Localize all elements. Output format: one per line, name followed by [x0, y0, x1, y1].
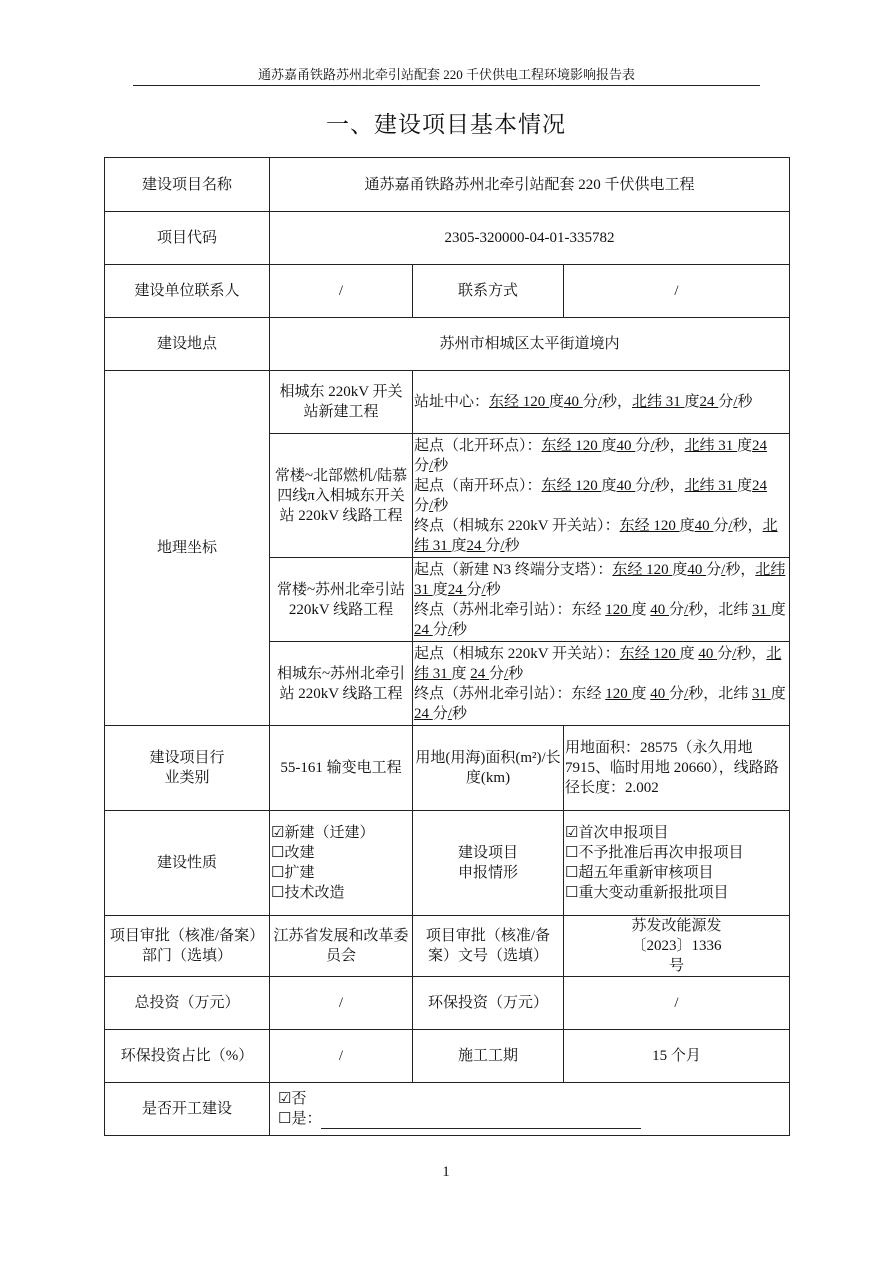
project-code: 2305-320000-04-01-335782	[270, 212, 790, 265]
coord-text: 24	[752, 437, 768, 454]
coord-text: 秒，	[736, 645, 767, 662]
coord-text: /	[684, 601, 689, 618]
env-invest: /	[564, 977, 790, 1030]
checkbox-option[interactable]	[271, 843, 411, 863]
coord-text: 分	[414, 457, 430, 474]
checkbox-label: 不予批准后再次申报项目	[578, 845, 744, 861]
checkbox-label: 技术改造	[284, 885, 345, 901]
coord-text: 120	[605, 601, 632, 618]
label-started: 是否开工建设	[105, 1083, 270, 1136]
coord-text: 分	[635, 437, 651, 454]
coord-text: 分	[713, 517, 729, 534]
coord-text: 秒	[508, 665, 524, 682]
coord-text: 度	[432, 581, 448, 598]
coord-text: /	[447, 621, 452, 638]
coord-text: 度	[451, 537, 467, 554]
coord-text: 度	[672, 561, 688, 578]
coord-text: 秒，	[601, 394, 632, 410]
coord-text: 东经 120	[619, 517, 680, 534]
label-approval-dept: 项目审批（核准/备案）部门（选填）	[105, 916, 270, 977]
geo-item-name: 常楼~北部燃机/陆慕四线π入相城东开关站 220kV 线路工程	[270, 434, 413, 558]
coord-text: 24	[414, 705, 433, 722]
coord-text: 秒	[737, 394, 753, 410]
coord-text: 度	[684, 394, 700, 410]
started-options	[270, 1083, 790, 1136]
checkbox-option[interactable]	[271, 823, 411, 843]
coord-text: 度	[451, 665, 471, 682]
coord-text: 分	[718, 394, 734, 410]
coord-text: 分	[669, 601, 685, 618]
coord-line	[414, 516, 788, 556]
coord-line	[414, 684, 788, 724]
coord-text: /	[684, 685, 689, 702]
coord-text: 分	[432, 705, 448, 722]
geo-coords	[413, 642, 790, 726]
project-name: 通苏嘉甬铁路苏州北牵引站配套 220 千伏供电工程	[270, 158, 790, 212]
coord-text: /	[597, 394, 602, 410]
coord-text: 24	[414, 621, 433, 638]
land-area-value: 用地面积：28575（永久用地 7915、临时用地 20660），线路路径长度：2.002	[564, 726, 790, 811]
coord-text: 度	[631, 685, 651, 702]
coord-text: /	[429, 497, 434, 514]
coord-line	[414, 436, 788, 476]
geo-coords	[413, 558, 790, 642]
label-geo: 地理坐标	[105, 371, 270, 726]
coord-text: 终点（苏州北牵引站）：东经	[414, 601, 606, 618]
checkbox-empty-icon[interactable]: ☐	[271, 845, 285, 861]
checkbox-option[interactable]	[565, 823, 788, 843]
coord-text: 起点（相城东 220kV 开关站）：	[414, 645, 620, 662]
project-info-table	[104, 157, 790, 1136]
checkbox-empty-icon[interactable]: ☐	[271, 865, 285, 881]
checkbox-checked-icon[interactable]: ☑	[565, 825, 579, 841]
coord-text: 分	[706, 561, 722, 578]
coord-text: 站址中心：	[414, 394, 490, 410]
checkbox-empty-icon[interactable]: ☐	[271, 885, 285, 901]
coord-text: 秒	[451, 705, 467, 722]
coord-text: /	[504, 665, 509, 682]
checkbox-label: 是：	[291, 1111, 322, 1127]
coord-text: 分	[582, 394, 598, 410]
coord-text: 秒，	[654, 477, 685, 494]
coord-text: 分	[414, 497, 430, 514]
label-industry: 建设项目行业类别	[105, 726, 270, 811]
label-contact-method: 联系方式	[413, 265, 564, 318]
checkbox-empty-icon[interactable]: ☐	[278, 1111, 292, 1127]
checkbox-option[interactable]	[271, 863, 411, 883]
contact-value: /	[270, 265, 413, 318]
coord-text: 分	[466, 581, 482, 598]
geo-item-name: 常楼~苏州北牵引站 220kV 线路工程	[270, 558, 413, 642]
nature-options	[270, 811, 413, 916]
duration: 15 个月	[564, 1030, 790, 1083]
coord-text: 起点（南开环点）：	[414, 477, 542, 494]
checkbox-option[interactable]	[278, 1109, 788, 1129]
label-env-ratio: 环保投资占比（%）	[105, 1030, 270, 1083]
coord-text: 40	[687, 561, 707, 578]
coord-text: 终点（相城东 220kV 开关站）：	[414, 517, 620, 534]
coord-text: 北纬 31	[414, 645, 782, 682]
label-duration: 施工工期	[413, 1030, 564, 1083]
coord-text: 24	[466, 537, 486, 554]
checkbox-label: 超五年重新审核项目	[578, 865, 714, 881]
coord-text: 秒，	[654, 437, 685, 454]
checkbox-label: 首次申报项目	[578, 825, 669, 841]
coord-text: 北纬 31	[414, 517, 778, 554]
approval-no: 苏发改能源发〔2023〕1336 号	[564, 916, 790, 977]
coord-text: /	[447, 705, 452, 722]
total-invest: /	[270, 977, 413, 1030]
coord-text: 起点（北开环点）：	[414, 437, 542, 454]
coord-text: 40	[616, 477, 636, 494]
coord-text: 东经 120	[489, 394, 550, 410]
checkbox-label: 改建	[284, 845, 315, 861]
coord-text: 度	[601, 437, 617, 454]
coord-text: 东经 120	[541, 437, 602, 454]
geo-item-name: 相城东 220kV 开关站新建工程	[270, 371, 413, 434]
coord-text: /	[733, 394, 738, 410]
label-application: 建设项目申报情形	[413, 811, 564, 916]
coord-text: 北纬 31	[414, 561, 786, 598]
coord-text: /	[728, 517, 733, 534]
geo-coords	[413, 371, 790, 434]
coord-text: 东经 120	[541, 477, 602, 494]
env-ratio: /	[270, 1030, 413, 1083]
label-approval-no: 项目审批（核准/备案）文号（选填）	[413, 916, 564, 977]
checkbox-label: 否	[291, 1091, 307, 1107]
checkbox-empty-icon[interactable]: ☐	[565, 885, 579, 901]
label-land-area: 用地(用海)面积(m²)/长度(km)	[413, 726, 564, 811]
page-number: 1	[442, 1164, 450, 1180]
coord-text: 31	[751, 601, 771, 618]
coord-text: 北纬 31	[684, 437, 738, 454]
coord-text: /	[732, 645, 737, 662]
checkbox-label: 新建（迁建）	[284, 825, 375, 841]
coord-text: 31	[751, 685, 771, 702]
coord-text: 分	[635, 477, 651, 494]
fill-in-blank[interactable]	[321, 1114, 641, 1129]
coord-text: /	[721, 561, 726, 578]
coord-line	[414, 600, 788, 640]
section-title: 一、建设项目基本情况	[326, 112, 566, 137]
coord-text: 24	[447, 581, 467, 598]
application-options	[564, 811, 790, 916]
location-value: 苏州市相城区太平街道境内	[270, 318, 790, 371]
running-header: 通苏嘉甬铁路苏州北牵引站配套 220 千伏供电工程环境影响报告表	[133, 64, 760, 86]
coord-text: 度	[549, 394, 565, 410]
contact-method-value: /	[564, 265, 790, 318]
coord-text: 度	[737, 477, 753, 494]
checkbox-empty-icon[interactable]: ☐	[565, 865, 579, 881]
checkbox-empty-icon[interactable]: ☐	[565, 845, 579, 861]
coord-text: /	[481, 581, 486, 598]
checkbox-checked-icon[interactable]: ☑	[278, 1091, 292, 1107]
coord-text: 东经 120	[612, 561, 673, 578]
coord-text: 秒	[433, 497, 449, 514]
coord-text: 40	[650, 685, 670, 702]
coord-text: 40	[616, 437, 636, 454]
coord-text: 24	[470, 665, 490, 682]
coord-text: 分	[489, 665, 505, 682]
coord-text: 度	[770, 685, 786, 702]
coord-text: 分	[717, 645, 733, 662]
checkbox-label: 重大变动重新报批项目	[578, 885, 729, 901]
checkbox-option[interactable]	[565, 863, 788, 883]
label-project-code: 项目代码	[105, 212, 270, 265]
coord-line	[414, 476, 788, 516]
coord-text: /	[650, 437, 655, 454]
coord-text: 120	[605, 685, 632, 702]
coord-text: 40	[694, 517, 714, 534]
coord-text: 度	[679, 517, 695, 534]
label-total-invest: 总投资（万元）	[105, 977, 270, 1030]
coord-text: 北纬 31	[684, 477, 738, 494]
coord-text: 秒	[433, 457, 449, 474]
geo-item-name: 相城东~苏州北牵引站 220kV 线路工程	[270, 642, 413, 726]
coord-text: /	[650, 477, 655, 494]
coord-line	[414, 392, 788, 412]
coord-text: 40	[698, 645, 718, 662]
checkbox-option[interactable]	[278, 1089, 788, 1109]
label-location: 建设地点	[105, 318, 270, 371]
checkbox-label: 扩建	[284, 865, 315, 881]
coord-text: 秒，北纬	[688, 601, 752, 618]
coord-text: 秒，	[725, 561, 756, 578]
coord-text: 度	[770, 601, 786, 618]
checkbox-option[interactable]	[271, 883, 411, 903]
coord-text: 北纬 31	[632, 394, 685, 410]
coord-text: 终点（苏州北牵引站）：东经	[414, 685, 606, 702]
coord-text: 度	[737, 437, 753, 454]
coord-text: /	[429, 457, 434, 474]
coord-text: 40	[650, 601, 670, 618]
coord-line	[414, 644, 788, 684]
coord-text: 秒	[451, 621, 467, 638]
checkbox-option[interactable]	[565, 883, 788, 903]
coord-text: 秒，	[732, 517, 763, 534]
label-nature: 建设性质	[105, 811, 270, 916]
geo-coords	[413, 434, 790, 558]
coord-text: 分	[669, 685, 685, 702]
coord-text: 度	[679, 645, 699, 662]
coord-text: /	[500, 537, 505, 554]
coord-text: 东经 120	[619, 645, 680, 662]
coord-line	[414, 560, 788, 600]
coord-text: 24	[752, 477, 768, 494]
label-contact: 建设单位联系人	[105, 265, 270, 318]
label-env-invest: 环保投资（万元）	[413, 977, 564, 1030]
coord-text: 分	[485, 537, 501, 554]
coord-text: 秒	[504, 537, 520, 554]
approval-dept: 江苏省发展和改革委员会	[270, 916, 413, 977]
coord-text: 秒，北纬	[688, 685, 752, 702]
coord-text: 度	[601, 477, 617, 494]
coord-text: 秒	[485, 581, 501, 598]
coord-text: 度	[631, 601, 651, 618]
label-project-name: 建设项目名称	[105, 158, 270, 212]
checkbox-option[interactable]	[565, 843, 788, 863]
industry-value: 55-161 输变电工程	[270, 726, 413, 811]
coord-text: 起点（新建 N3 终端分支塔）：	[414, 561, 613, 578]
coord-text: 24	[699, 394, 719, 410]
checkbox-checked-icon[interactable]: ☑	[271, 825, 285, 841]
coord-text: 分	[432, 621, 448, 638]
coord-text: 40	[564, 394, 583, 410]
